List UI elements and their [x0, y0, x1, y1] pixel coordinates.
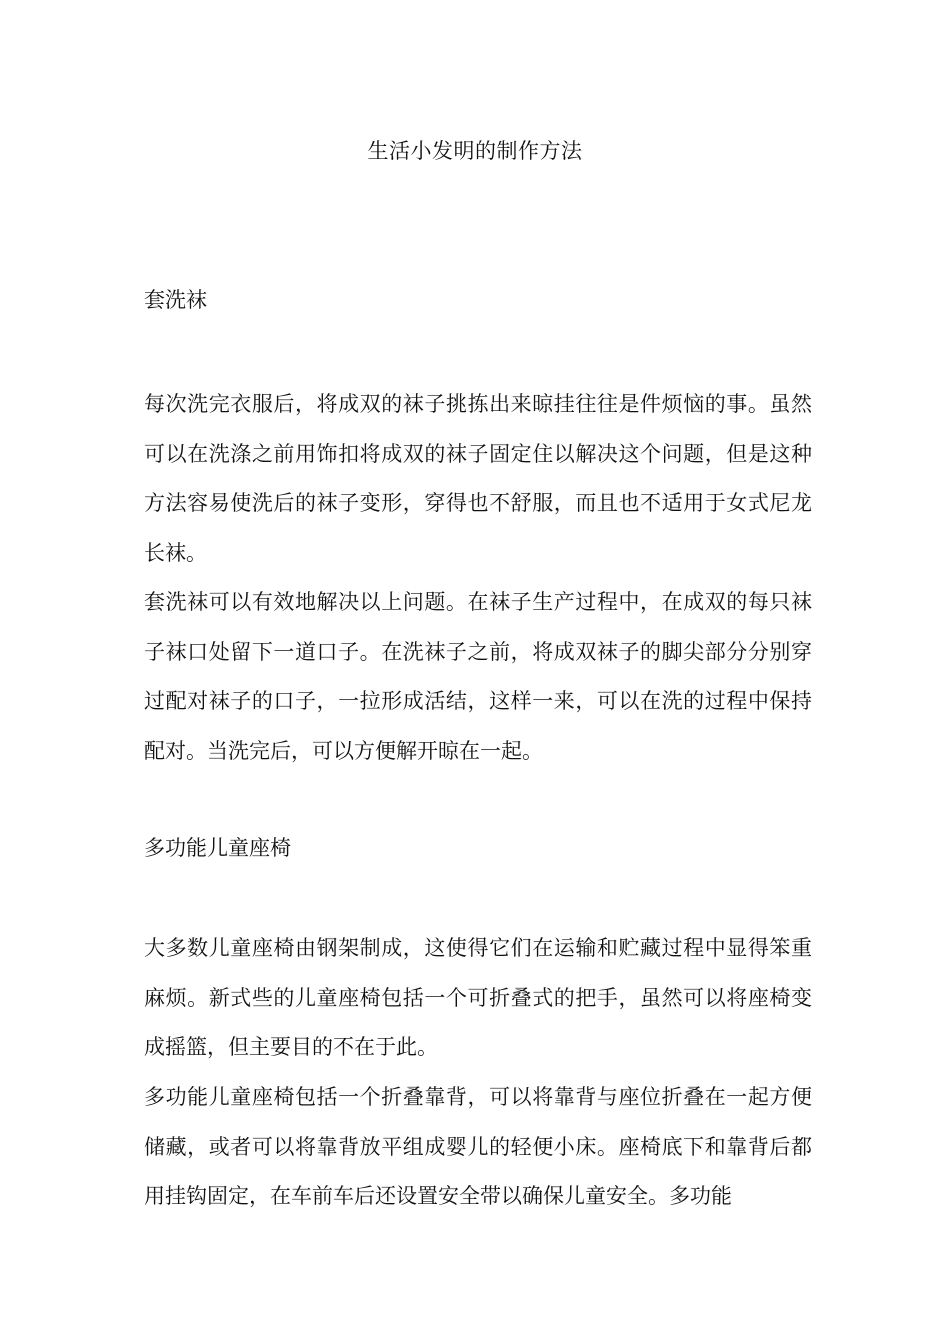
section-heading-child-seat: 多功能儿童座椅 — [144, 836, 291, 860]
paragraph: 每次洗完衣服后，将成双的袜子挑拣出来晾挂往往是件烦恼的事。虽然可以在洗涤之前用饰扣将成双的袜子固定住以解决这个问题，但是这种方法容易使洗后的袜子变形，穿得也不舒服，而且也不适用于女式尼龙长袜。 — [144, 392, 812, 565]
paragraph: 大多数儿童座椅由钢架制成，这使得它们在运输和贮藏过程中显得笨重麻烦。新式些的儿童座椅包括一个可折叠式的把手，虽然可以将座椅变成摇篮，但主要目的不在于此。 — [144, 936, 812, 1060]
paragraph: 套洗袜可以有效地解决以上问题。在袜子生产过程中，在成双的每只袜子袜口处留下一道口子。在洗袜子之前，将成双袜子的脚尖部分分别穿过配对袜子的口子，一拉形成活结，这样一来，可以在洗的过程中保持配对。当洗完后，可以方便解开晾在一起。 — [144, 590, 812, 763]
section-heading-socks: 套洗袜 — [144, 288, 207, 312]
paragraph: 多功能儿童座椅包括一个折叠靠背，可以将靠背与座位折叠在一起方便储藏，或者可以将靠背放平组成婴儿的轻便小床。座椅底下和靠背后都用挂钩固定，在车前车后还设置安全带以确保儿童安全。多功能 — [144, 1085, 812, 1209]
document-title: 生活小发明的制作方法 — [367, 139, 583, 163]
